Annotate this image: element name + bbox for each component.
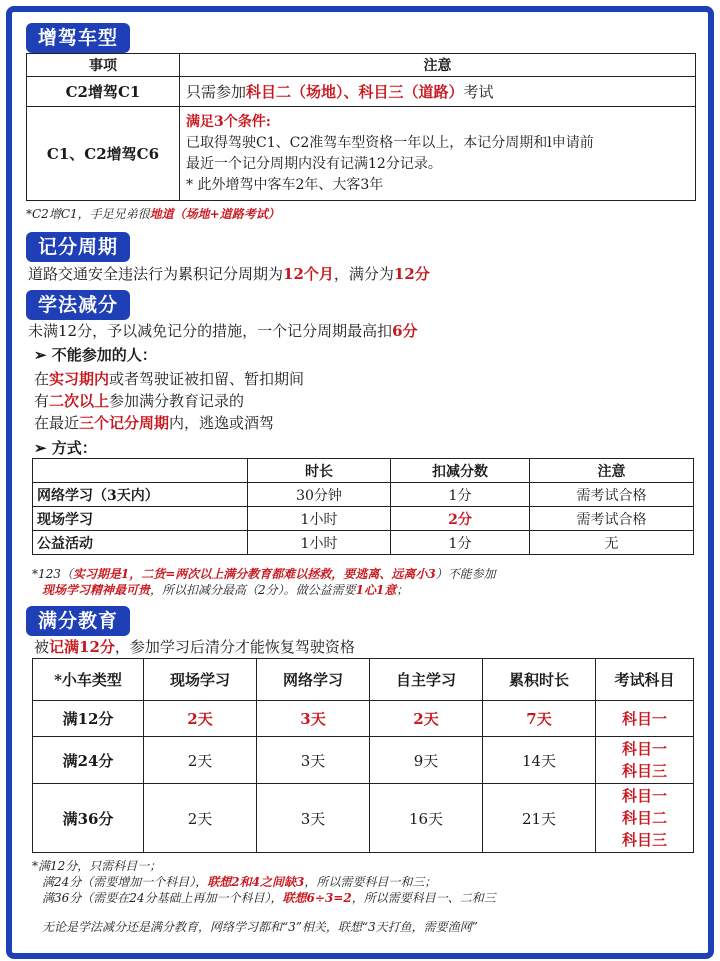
add-license-note: *C2增C1，手足兄弟很地道（场地+道路考试） xyxy=(26,207,280,221)
fs-self: 16天 xyxy=(370,784,483,853)
fs-note-3: 满36分（需要在24分基础上再加一个科目），联想6÷3=2，所以需要科目一、二和三 xyxy=(42,891,496,905)
fs-online: 3天 xyxy=(257,701,370,737)
row-c2-c1-item: C2增驾C1 xyxy=(27,77,180,107)
methods-note-2: 现场学习精神最可贵，所以扣减分最高（2分）。做公益需要1心1意； xyxy=(42,583,409,597)
section-title-full-score-education: 满分教育 xyxy=(26,606,130,636)
fs-total: 14天 xyxy=(483,737,596,784)
fs-onsite: 2天 xyxy=(144,784,257,853)
fs-header-exams: 考试科目 xyxy=(596,659,694,701)
method-name: 公益活动 xyxy=(33,531,248,555)
study-reduction-intro: 未满12分，予以减免记分的措施，一个记分周期最高扣6分 xyxy=(28,322,418,340)
fs-type: 满12分 xyxy=(33,701,144,737)
methods-header-blank xyxy=(33,459,248,483)
ineligible-2: 有二次以上参加满分教育记录的 xyxy=(34,392,245,410)
header-item: 事项 xyxy=(27,54,180,77)
score-period-text: 道路交通安全违法行为累积记分周期为12个月，满分为12分 xyxy=(28,265,430,283)
header-note: 注意 xyxy=(180,54,696,77)
fs-self: 9天 xyxy=(370,737,483,784)
methods-note-1: *123（实习期是1，二货=两次以上满分教育都难以拯救，要逃离、远离小3）不能参加 xyxy=(32,567,496,581)
method-deduction: 1分 xyxy=(391,483,530,507)
method-name: 现场学习 xyxy=(33,507,248,531)
fs-exams: 科目一 xyxy=(596,701,694,737)
full-score-table xyxy=(32,658,694,853)
bullet-methods: ➢ 方式： xyxy=(34,439,97,457)
fs-onsite: 2天 xyxy=(144,701,257,737)
methods-table xyxy=(32,458,694,555)
fs-type: 满36分 xyxy=(33,784,144,853)
method-note: 需考试合格 xyxy=(530,483,694,507)
row-c6-note xyxy=(180,107,696,201)
method-name: 网络学习（3天内） xyxy=(33,483,248,507)
condition-line-1: 已取得驾驶C1、C2准驾车型资格一年以上，本记分周期和l申请前 xyxy=(186,134,594,151)
fs-header-online: 网络学习 xyxy=(257,659,370,701)
fs-note-1: *满12分，只需科目一； xyxy=(32,859,162,873)
fs-type: 满24分 xyxy=(33,737,144,784)
method-duration: 30分钟 xyxy=(248,483,391,507)
fs-online: 3天 xyxy=(257,737,370,784)
condition-line-2: 最近一个记分周期内没有记满12分记录。 xyxy=(186,155,442,172)
fs-exams: 科目一 科目二 科目三 xyxy=(596,784,694,853)
section-title-score-period: 记分周期 xyxy=(26,232,130,262)
add-license-table xyxy=(26,53,696,201)
method-deduction: 1分 xyxy=(391,531,530,555)
fs-exams: 科目一 科目三 xyxy=(596,737,694,784)
section-title-study-reduction: 学法减分 xyxy=(26,290,130,320)
fs-header-onsite: 现场学习 xyxy=(144,659,257,701)
fs-note-4: 无论是学法减分还是满分教育，网络学习都和“3”相关，联想“3天打鱼，需要渔网” xyxy=(42,920,478,934)
row-c2-c1-note: 只需参加科目二（场地）、科目三（道路）考试 xyxy=(180,77,696,107)
section-title-add-license: 增驾车型 xyxy=(26,23,130,53)
row-c6-item: C1、C2增驾C6 xyxy=(27,107,180,201)
ineligible-1: 在实习期内或者驾驶证被扣留、暂扣期间 xyxy=(34,370,305,388)
method-deduction: 2分 xyxy=(391,507,530,531)
fs-total: 21天 xyxy=(483,784,596,853)
methods-header-duration: 时长 xyxy=(248,459,391,483)
fs-header-type: *小车类型 xyxy=(33,659,144,701)
fs-self: 2天 xyxy=(370,701,483,737)
methods-header-note: 注意 xyxy=(530,459,694,483)
condition-line-3: * 此外增驾中客车2年、大客3年 xyxy=(186,176,384,193)
fs-header-self: 自主学习 xyxy=(370,659,483,701)
fs-online: 3天 xyxy=(257,784,370,853)
bullet-ineligible: ➢ 不能参加的人： xyxy=(34,346,157,364)
full-score-intro: 被记满12分，参加学习后清分才能恢复驾驶资格 xyxy=(34,638,355,656)
method-duration: 1小时 xyxy=(248,507,391,531)
method-note: 需考试合格 xyxy=(530,507,694,531)
fs-total: 7天 xyxy=(483,701,596,737)
fs-header-total: 累积时长 xyxy=(483,659,596,701)
method-duration: 1小时 xyxy=(248,531,391,555)
fs-note-2: 满24分（需要增加一个科目），联想2和4之间缺3，所以需要科目一和三； xyxy=(42,875,437,889)
methods-header-deduction: 扣减分数 xyxy=(391,459,530,483)
method-note: 无 xyxy=(530,531,694,555)
condition-title: 满足3个条件: xyxy=(186,113,271,130)
fs-onsite: 2天 xyxy=(144,737,257,784)
ineligible-3: 在最近三个记分周期内，逃逸或酒驾 xyxy=(34,414,275,432)
